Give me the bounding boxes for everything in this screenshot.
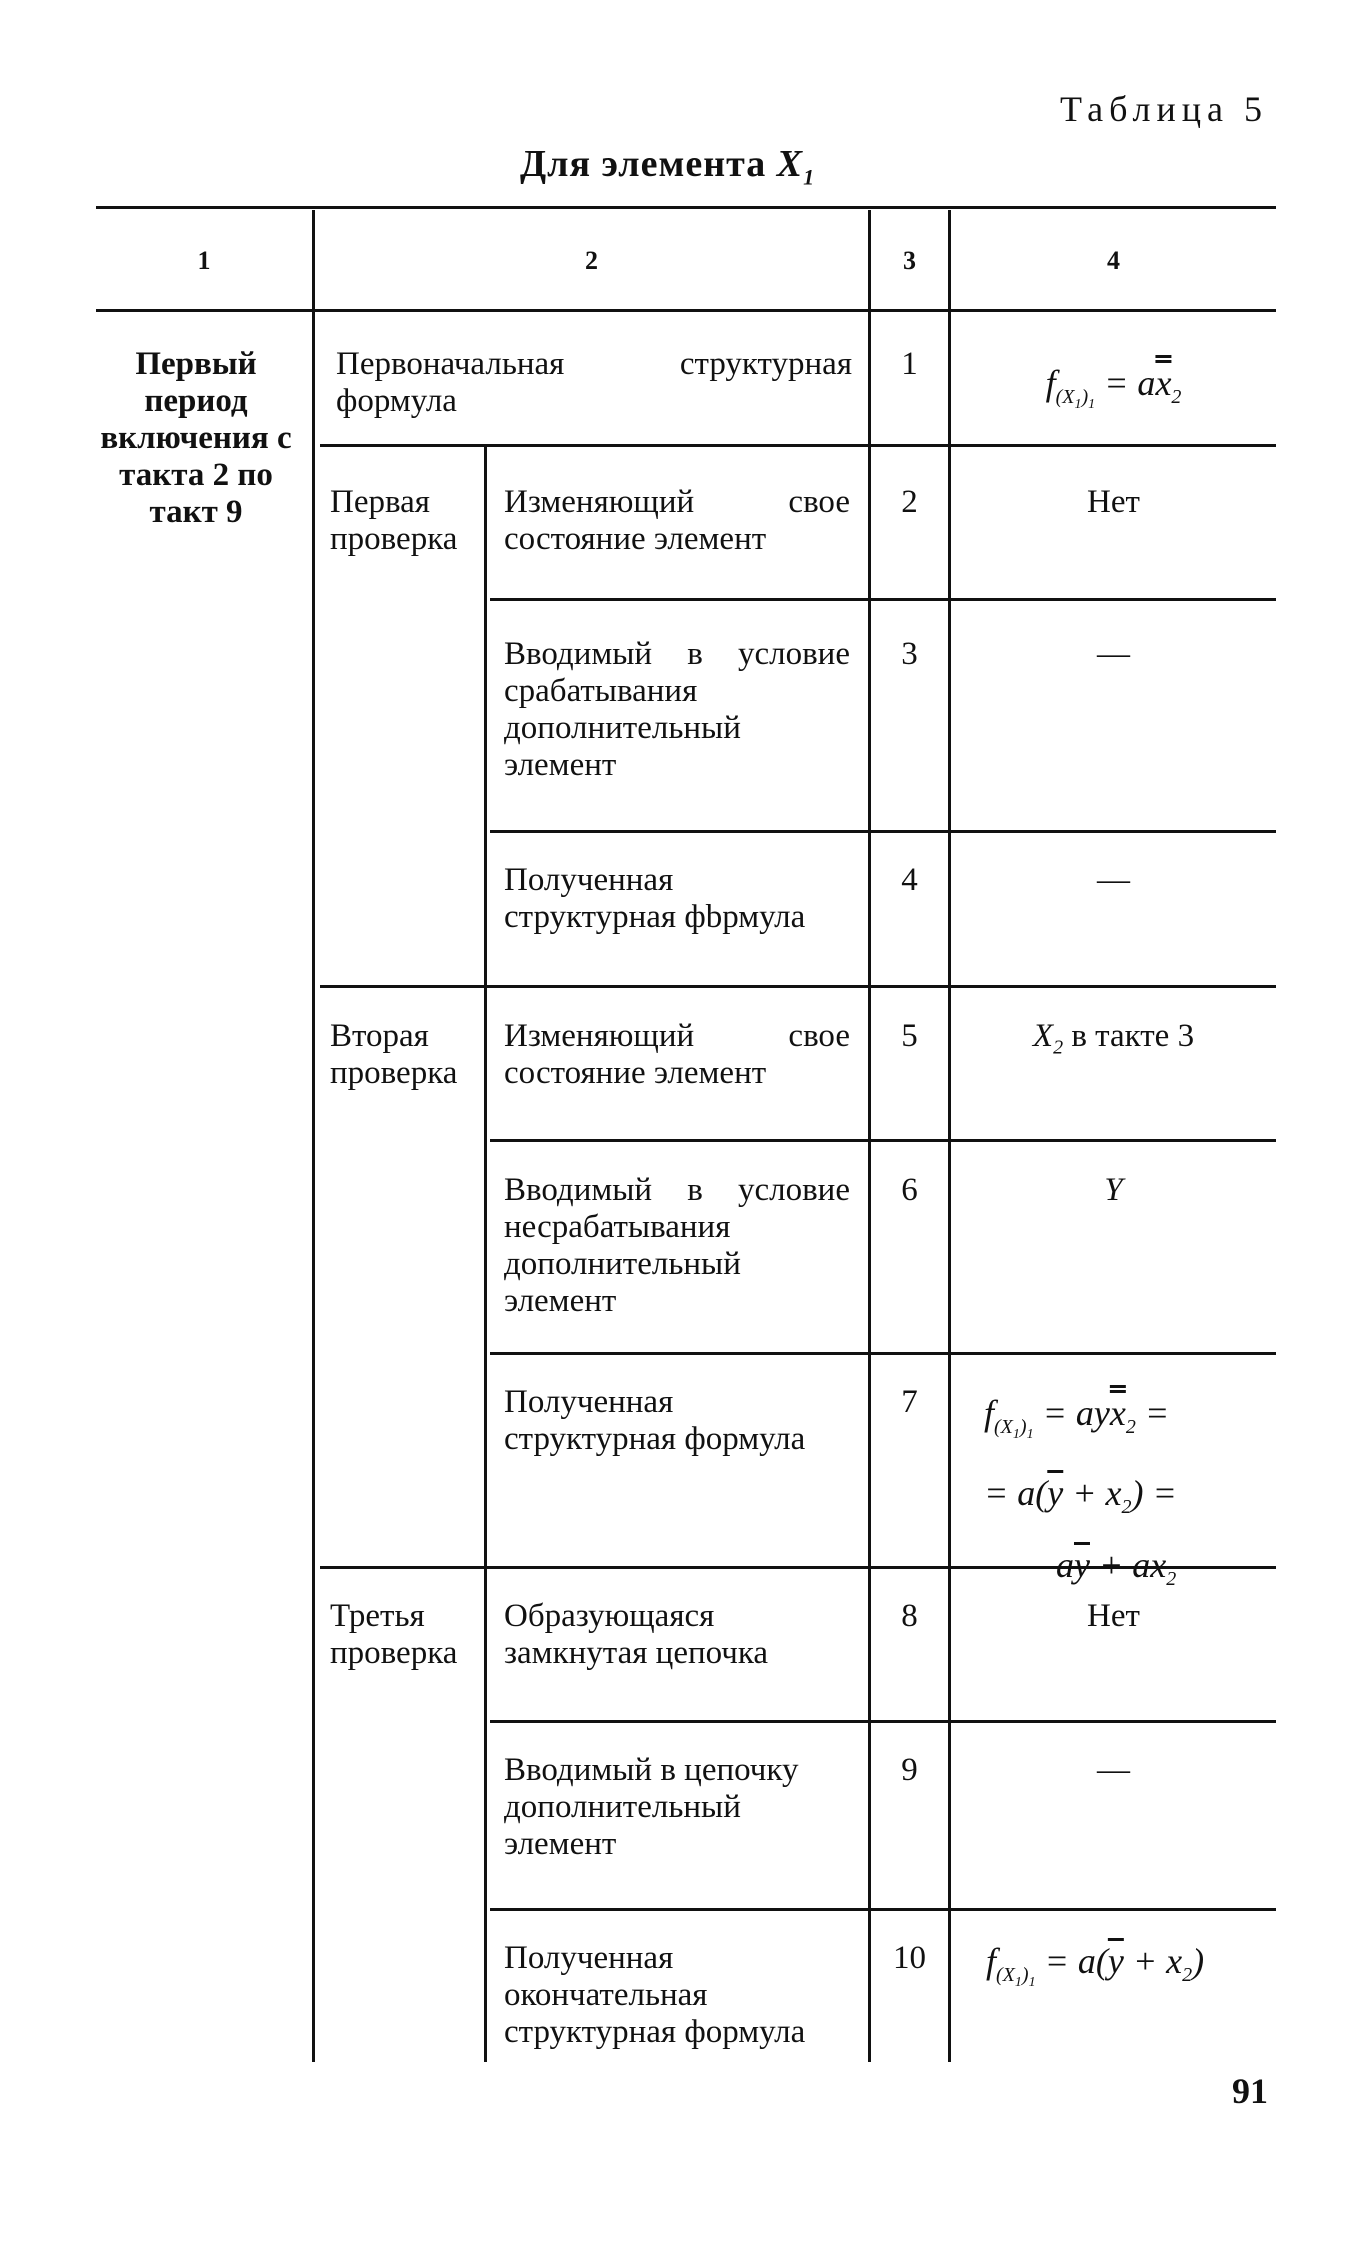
row-9-rule	[490, 1908, 1276, 1911]
row-1-formula: $f_{(X_1)_1} = ax_2$	[1045, 363, 1182, 413]
row-3-rule	[490, 830, 1276, 833]
row-3-value: —	[1097, 636, 1130, 672]
row-8-rule	[490, 1720, 1276, 1723]
row-7-formula-line-1: $f_{(X_1)_1} = ayx_2$ =	[984, 1393, 1170, 1443]
row-10-text: Полученная окончательная структурная формула	[504, 1940, 806, 2050]
row-1-text: Первоначальная структурная формула	[336, 346, 852, 419]
row-2-number: 2	[901, 484, 918, 520]
row-6-value: Y	[1104, 1172, 1123, 1208]
row-3-text: Вводимый в условие срабатывания дополнительный элемент	[504, 636, 850, 783]
column-number-4: 4	[1107, 246, 1120, 275]
col-1-divider	[312, 210, 315, 2062]
row-9-value: —	[1097, 1752, 1130, 1788]
row-5-variable: $X_2$	[1032, 1018, 1064, 1059]
period-cell: Первый период включения с такта 2 по такт 9	[100, 346, 292, 530]
row-4-text: Полученная структурная фbрмула	[504, 862, 806, 935]
row-6-rule	[490, 1352, 1276, 1355]
row-7-formula	[984, 1384, 1276, 1609]
column-number-2: 2	[585, 246, 598, 275]
page-number: 91	[1232, 2071, 1268, 2111]
row-1-rule	[320, 444, 1276, 447]
row-9-text: Вводимый в цепочку дополнительный элемент	[504, 1752, 799, 1862]
row-8-text: Образующаяся замкнутая цепочка	[504, 1598, 769, 1671]
row-5-value: $X_2$ в такте 3	[1032, 1018, 1195, 1059]
row-4-rule	[320, 985, 1276, 988]
table-title	[520, 142, 815, 191]
row-8-number: 8	[901, 1598, 918, 1634]
table-label: Таблица 5	[1060, 89, 1268, 129]
row-7-text: Полученная структурная формула	[504, 1384, 806, 1457]
row-2-text: Изменяющий свое состояние элемент	[504, 484, 850, 557]
row-7-formula-line-2: = $a(\overline{y} + x_2)$ =	[984, 1473, 1177, 1519]
row-5-rule	[490, 1139, 1276, 1142]
row-6-text: Вводимый в условие несрабатывания дополнительный элемент	[504, 1172, 850, 1319]
stage-first-check: Первая проверка	[330, 484, 458, 557]
row-10-formula: $f_{(X_1)_1} = a(\overline{y} + x_2)$	[986, 1941, 1205, 1991]
row-5-number: 5	[901, 1018, 918, 1054]
row-4-number: 4	[901, 862, 918, 898]
row-7-number: 7	[901, 1384, 918, 1420]
stage-second-check: Вторая проверка	[330, 1018, 458, 1091]
header-bottom-rule	[96, 309, 1276, 312]
row-7-formula-line-3: $a\overline{y} + ax_2$	[1056, 1545, 1177, 1591]
row-2-value: Нет	[1087, 484, 1140, 520]
row-4-value: —	[1097, 862, 1130, 898]
row-6-number: 6	[901, 1172, 918, 1208]
row-9-number: 9	[901, 1752, 918, 1788]
row-8-value: Нет	[1087, 1598, 1140, 1634]
column-number-3: 3	[903, 246, 916, 275]
table-title-variable: $X_1$	[776, 143, 816, 190]
table-top-rule	[96, 206, 1276, 209]
column-number-1: 1	[197, 246, 211, 275]
row-3-number: 3	[901, 636, 918, 672]
row-2-rule	[490, 598, 1276, 601]
col-2-inner-divider	[484, 446, 487, 2062]
row-10-number: 10	[893, 1940, 926, 1976]
row-1-number: 1	[901, 346, 918, 382]
row-5-text: Изменяющий свое состояние элемент	[504, 1018, 850, 1091]
stage-third-check: Третья проверка	[330, 1598, 458, 1671]
table-title-text: Для элемента	[520, 143, 767, 185]
